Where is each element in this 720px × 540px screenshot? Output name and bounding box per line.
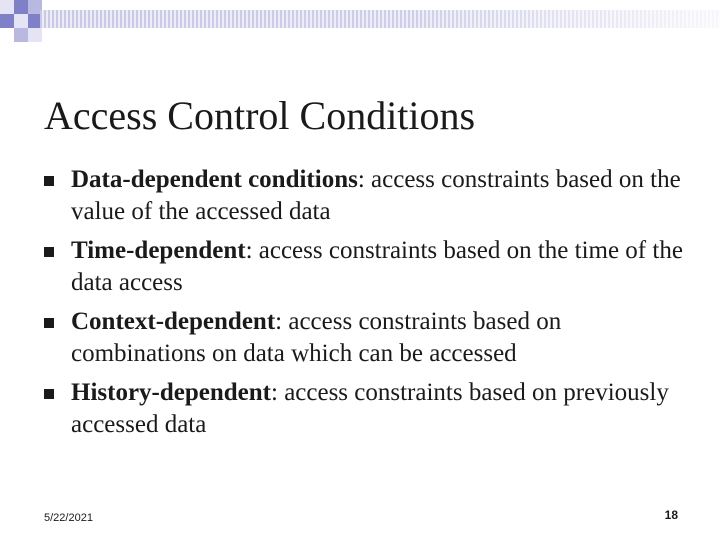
decorative-banner <box>0 0 720 48</box>
bullet-text: : access constraints based on the value of the accessed data <box>71 166 681 225</box>
page-number: 18 <box>664 508 678 522</box>
square-bullet-icon <box>44 247 54 257</box>
banner-square <box>14 0 28 14</box>
banner-square <box>0 0 14 14</box>
bullet-text: : access constraints based on the time of the data access <box>71 237 683 296</box>
bullet-item <box>44 164 684 228</box>
bullet-text: : access constraints based on combinations on data which can be accessed <box>71 308 562 367</box>
bullet-text: : access constraints based on previously accessed data <box>71 379 669 438</box>
bullet-term: Context-dependent <box>71 308 276 335</box>
bullet-term: History-dependent <box>71 379 271 406</box>
banner-square <box>14 14 28 28</box>
slide-title: Access Control Conditions <box>44 93 476 138</box>
bullet-item <box>44 306 684 370</box>
square-bullet-icon <box>44 318 54 328</box>
bullet-item <box>44 377 684 441</box>
banner-square <box>28 28 42 42</box>
bullet-item <box>44 235 684 299</box>
footer-date: 5/22/2021 <box>44 512 93 524</box>
square-bullet-icon <box>44 176 54 186</box>
banner-square <box>14 28 28 42</box>
bullet-term: Time-dependent <box>71 237 246 264</box>
bullet-list <box>44 164 684 448</box>
banner-square <box>0 14 14 28</box>
bullet-term: Data-dependent conditions <box>71 166 358 193</box>
square-bullet-icon <box>44 389 54 399</box>
banner-gradient-bar <box>40 10 720 28</box>
